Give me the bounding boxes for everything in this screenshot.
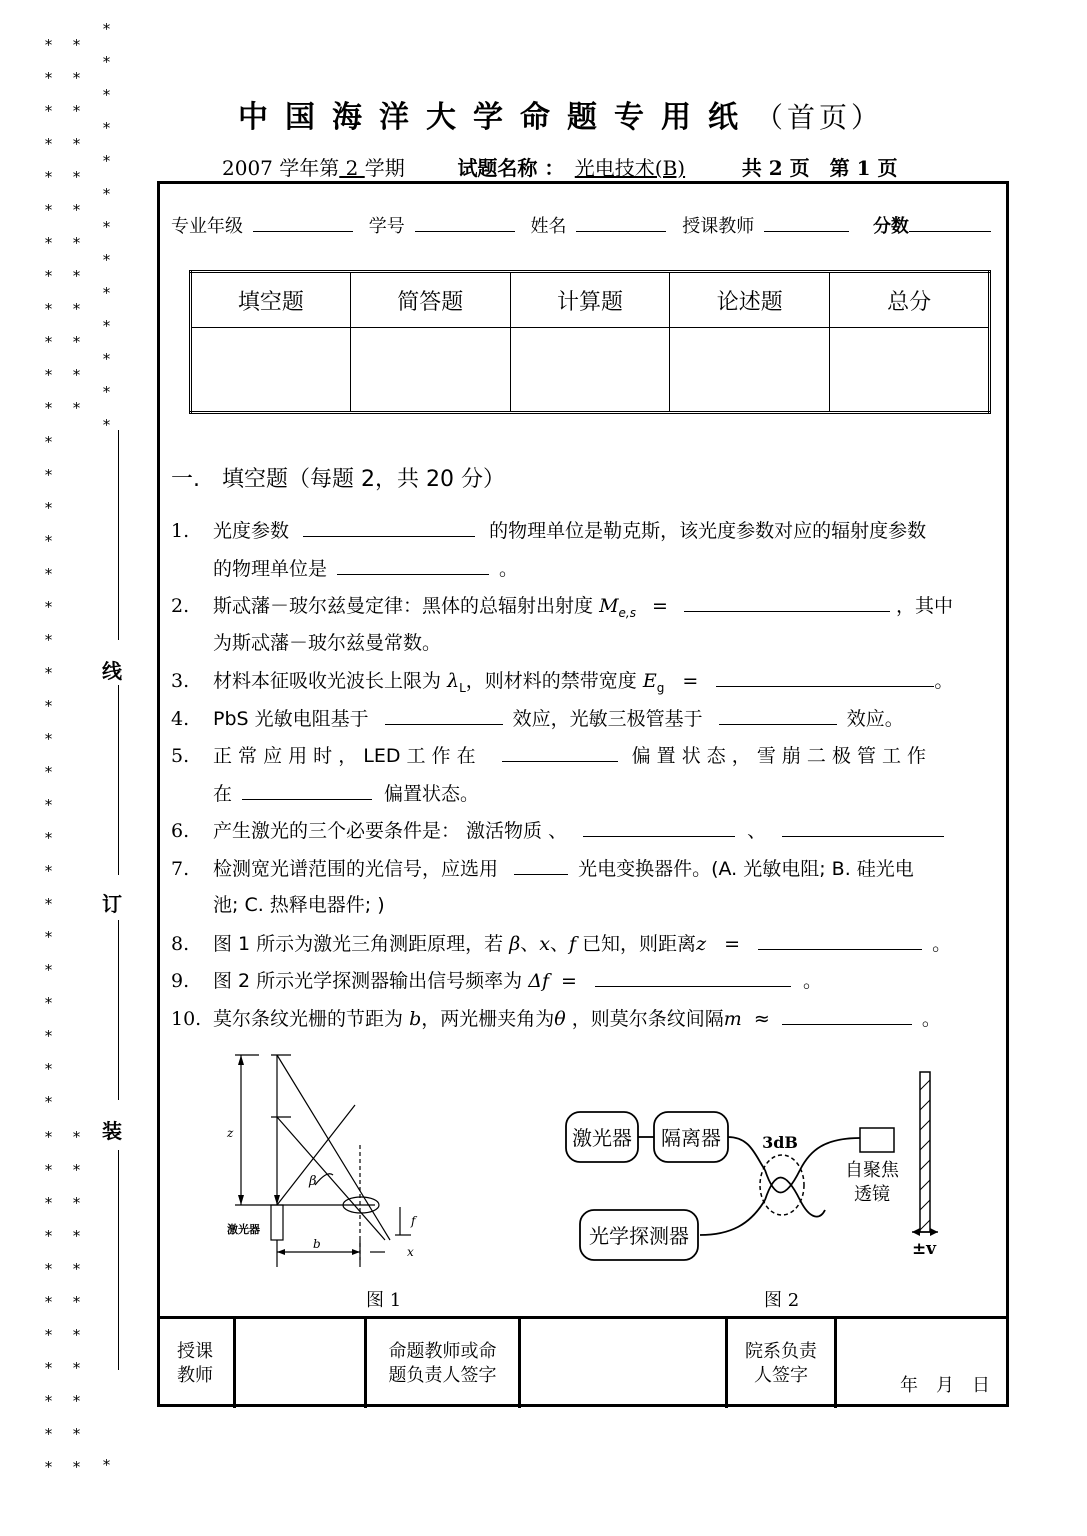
star-mark: * [44, 168, 54, 186]
score-cell[interactable] [350, 328, 510, 413]
teacher-field[interactable] [764, 215, 849, 232]
answer-blank[interactable] [583, 818, 735, 837]
star-mark: * [102, 317, 112, 335]
answer-blank[interactable] [782, 1006, 912, 1025]
star-mark: * [44, 532, 54, 550]
star-mark: * [44, 466, 54, 484]
star-mark: * [102, 1456, 112, 1474]
label-b: b [313, 1237, 321, 1251]
star-mark: * [72, 234, 82, 252]
score-header: 计算题 [510, 272, 670, 328]
star-mark: * [44, 631, 54, 649]
date-cell[interactable]: 年 月 日 [900, 1375, 990, 1396]
star-mark: * [44, 994, 54, 1012]
star-mark: * [102, 53, 112, 71]
major-field[interactable] [253, 215, 353, 232]
label-3db: 3dB [762, 1133, 798, 1152]
star-mark: * [72, 1425, 82, 1443]
maker-label: 命题教师或命 题负责人签字 [367, 1319, 521, 1408]
answer-blank[interactable] [337, 556, 489, 575]
score-header: 论述题 [670, 272, 830, 328]
star-mark: * [44, 1458, 54, 1476]
star-mark: * [72, 201, 82, 219]
star-mark: * [44, 697, 54, 715]
star-mark: * [44, 1425, 54, 1443]
student-info-line: 专业年级 学号 姓名 授课教师 分数 [171, 212, 991, 238]
star-mark: * [44, 1359, 54, 1377]
figure-1-caption: 图 1 [366, 1290, 402, 1311]
star-mark: * [72, 1293, 82, 1311]
figure-1-triangulation [215, 1045, 430, 1275]
star-mark: * [72, 1392, 82, 1410]
dept-label: 院系负责 人签字 [728, 1319, 837, 1408]
signature-row [157, 1316, 1009, 1408]
binding-mark-bind: 订 [102, 892, 122, 916]
question-1: 1. 光度参数 的物理单位是勒克斯，该光度参数对应的辐射度参数 [171, 520, 927, 542]
answer-blank[interactable] [716, 668, 934, 687]
page-title: 中国海洋大学命题专用纸（首页） [238, 100, 884, 135]
star-mark: * [44, 1227, 54, 1245]
label-lens-1: 自聚焦 [845, 1160, 899, 1181]
star-mark: * [72, 333, 82, 351]
star-mark: * [44, 928, 54, 946]
question-4: 4. PbS 光敏电阻基于 效应，光敏三极管基于 效应。 [171, 708, 904, 730]
answer-blank[interactable] [303, 518, 475, 537]
box-laser: 激光器 [572, 1126, 632, 1150]
star-mark: * [44, 1093, 54, 1111]
star-mark: * [102, 383, 112, 401]
box-isolator: 隔离器 [661, 1126, 721, 1150]
star-mark: * [72, 102, 82, 120]
binding-mark-staple: 装 [102, 1119, 122, 1143]
star-mark: * [72, 267, 82, 285]
label-beta: β [309, 1174, 317, 1189]
question-5: 5. 正 常 应 用 时 ， LED 工 作 在 偏 置 状 态 ， 雪 崩 二 极 管 工 作 [171, 745, 927, 767]
star-mark: * [44, 1326, 54, 1344]
score-cell[interactable] [830, 328, 990, 413]
section-title: 一. 填空题（每题 2，共 20 分） [171, 467, 505, 492]
star-mark: * [102, 416, 112, 434]
question-7-cont: 池; C. 热释电器件; ) [213, 894, 385, 916]
question-3: 3. 材料本征吸收光波长上限为 $\lambda_L$，则材料的禁带宽度 $E_g$ = 。 [171, 670, 954, 695]
answer-blank[interactable] [514, 856, 568, 875]
label-z: z [227, 1126, 234, 1140]
score-table [189, 270, 991, 414]
star-mark: * [72, 1359, 82, 1377]
star-mark: * [72, 135, 82, 153]
star-mark: * [102, 251, 112, 269]
star-mark: * [44, 333, 54, 351]
star-mark: * [102, 284, 112, 302]
answer-blank[interactable] [242, 781, 372, 800]
star-mark: * [44, 102, 54, 120]
question-6: 6. 产生激光的三个必要条件是： 激活物质 、 、 [171, 818, 944, 843]
box-detector: 光学探测器 [589, 1224, 689, 1248]
name-field[interactable] [576, 215, 666, 232]
star-mark: * [44, 829, 54, 847]
star-mark: * [44, 763, 54, 781]
star-mark: * [44, 234, 54, 252]
star-mark: * [44, 961, 54, 979]
teacher-sign-cell[interactable] [236, 1319, 367, 1408]
question-9: 9. 图 2 所示光学探测器输出信号频率为 Δf = 。 [171, 970, 822, 992]
star-mark: * [102, 185, 112, 203]
star-mark: * [72, 1194, 82, 1212]
binding-line [118, 430, 119, 640]
star-mark: * [44, 1060, 54, 1078]
label-laser: 激光器 [227, 1223, 260, 1236]
answer-blank[interactable] [502, 743, 618, 762]
star-mark: * [44, 36, 54, 54]
star-mark: * [102, 119, 112, 137]
star-mark: * [44, 1194, 54, 1212]
star-mark: * [44, 399, 54, 417]
star-mark: * [72, 1260, 82, 1278]
star-mark: * [102, 350, 112, 368]
star-mark: * [72, 1458, 82, 1476]
student-id-field[interactable] [415, 215, 515, 232]
star-mark: * [44, 1161, 54, 1179]
star-mark: * [72, 300, 82, 318]
answer-blank[interactable] [595, 968, 791, 987]
figure-2-caption: 图 2 [764, 1290, 800, 1311]
star-mark: * [44, 565, 54, 583]
star-mark: * [102, 152, 112, 170]
star-mark: * [72, 1326, 82, 1344]
star-mark: * [44, 1027, 54, 1045]
star-mark: * [72, 36, 82, 54]
label-velocity: ±v [911, 1239, 937, 1259]
star-mark: * [72, 1161, 82, 1179]
question-8: 8. 图 1 所示为激光三角测距原理，若 β、x、f 已知，则距离z = 。 [171, 933, 952, 955]
score-field[interactable] [909, 215, 991, 232]
star-mark: * [44, 796, 54, 814]
star-mark: * [44, 135, 54, 153]
answer-blank[interactable] [385, 706, 503, 725]
star-mark: * [44, 1260, 54, 1278]
star-mark: * [44, 499, 54, 517]
score-cell[interactable] [191, 328, 351, 413]
star-mark: * [44, 1392, 54, 1410]
question-7: 7. 检测宽光谱范围的光信号，应选用 光电变换器件。(A. 光敏电阻; B. 硅光电 [171, 858, 914, 880]
star-mark: * [44, 598, 54, 616]
star-mark: * [44, 300, 54, 318]
star-mark: * [44, 433, 54, 451]
question-1-cont: 的物理单位是 。 [213, 558, 519, 580]
star-mark: * [72, 1128, 82, 1146]
figure-2-detector-setup [560, 1060, 950, 1270]
score-cell[interactable] [670, 328, 830, 413]
label-f: f [411, 1214, 416, 1228]
score-header: 总分 [830, 272, 990, 328]
star-mark: * [102, 86, 112, 104]
star-mark: * [44, 267, 54, 285]
star-mark: * [72, 366, 82, 384]
star-mark: * [44, 1293, 54, 1311]
answer-blank[interactable] [719, 706, 837, 725]
question-10: 10. 莫尔条纹光栅的节距为 b，两光栅夹角为θ ，则莫尔条纹间隔m ≈ 。 [171, 1008, 941, 1030]
star-mark: * [72, 69, 82, 87]
star-mark: * [72, 1227, 82, 1245]
score-cell[interactable] [510, 328, 670, 413]
score-header: 简答题 [350, 272, 510, 328]
answer-blank[interactable] [758, 931, 922, 950]
binding-mark-line: 线 [102, 659, 122, 683]
star-mark: * [102, 20, 112, 38]
star-mark: * [44, 895, 54, 913]
star-mark: * [44, 1128, 54, 1146]
star-mark: * [44, 664, 54, 682]
star-mark: * [44, 730, 54, 748]
teacher-label: 授课 教师 [157, 1319, 236, 1408]
star-mark: * [44, 366, 54, 384]
star-mark: * [44, 862, 54, 880]
answer-blank[interactable] [684, 593, 890, 612]
question-2-cont: 为斯忒藩－玻尔兹曼常数。 [213, 632, 442, 654]
star-mark: * [44, 201, 54, 219]
label-x: x [407, 1245, 414, 1259]
star-mark: * [102, 218, 112, 236]
star-mark: * [44, 69, 54, 87]
star-mark: * [72, 168, 82, 186]
maker-sign-cell[interactable] [521, 1319, 728, 1408]
binding-line [118, 920, 119, 1100]
answer-blank[interactable] [782, 818, 944, 837]
question-5-cont: 在 偏置状态。 [213, 783, 480, 805]
score-header: 填空题 [191, 272, 351, 328]
question-2: 2. 斯忒藩－玻尔兹曼定律：黑体的总辐射出射度 $M_{e,s}$ = ，其中 [171, 595, 954, 620]
exam-subheader: 2007 学年第 2 学期 试题名称 ： 光电技术(B) 共 2 页 第 1 页 [222, 156, 898, 180]
binding-line [118, 1150, 119, 1370]
binding-line [118, 685, 119, 875]
star-mark: * [72, 399, 82, 417]
label-lens-2: 透镜 [854, 1184, 890, 1205]
binding-margin [0, 0, 130, 1536]
